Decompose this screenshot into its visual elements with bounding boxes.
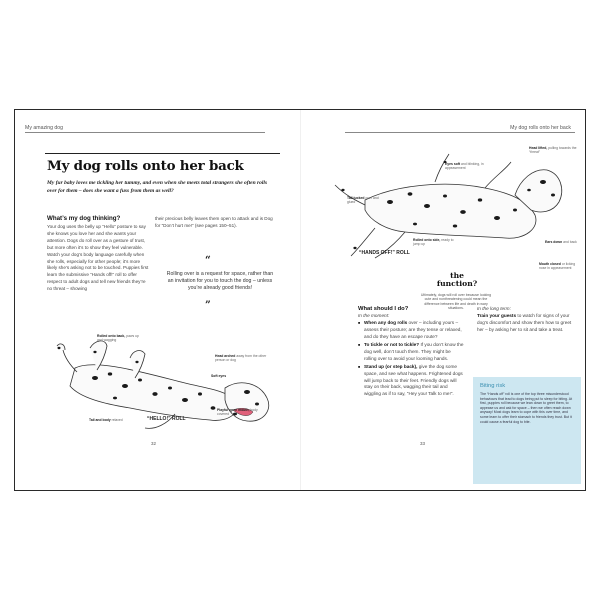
- left-column: [47, 215, 151, 293]
- folio-left: 32: [151, 441, 157, 446]
- hands-off-roll-label: “HANDS OFF!” ROLL: [359, 250, 410, 256]
- quote-open-mark: “: [205, 255, 211, 266]
- page-gutter: [300, 110, 301, 490]
- in-the-moment-column: [358, 306, 464, 399]
- long-term-column: [477, 306, 577, 334]
- in-the-moment-subheading: In the moment:: [358, 313, 390, 319]
- running-head-right: My dog rolls onto her back: [510, 125, 571, 131]
- annotation-rolled-side: Rolled onto side, ready to jump up: [413, 238, 454, 247]
- long-term-text: Train your guests to watch for signs of your dog’s discomfort and show them how to greet her – by asking her to sit and take a treat.: [477, 312, 572, 332]
- annotation-head-lifted: Head lifted, pulling towards the “threat”: [529, 146, 577, 155]
- biting-risk-title: Biting risk: [480, 383, 506, 389]
- biting-risk-text: The “Hands off” roll is one of the top three misunderstood behaviours that lead to dogs being put to sleep for biting. At first, puppies roll because we lean down to greet them, to appease us and ask for space – then we often reach down anyway! Most dogs learn to cope with this over time, and some learn to offer their stomach to friends they trust. But it could cause a fearful dog to bite.: [480, 392, 573, 424]
- annotation-eyes-soft: Eyes soft and blinking, in appeasement: [445, 162, 484, 171]
- middle-column: [155, 216, 275, 230]
- hello-roll-label: “HELLO!” ROLL: [147, 416, 186, 422]
- body-text-mid: their precious belly leaves them open to attack and is Dog for “Don’t hurt me!” (see pages 150–51).: [155, 216, 273, 228]
- annotation-playful-mouth: Playful open mouth, body covered: [217, 408, 258, 417]
- pull-quote: Rolling over is a request for space, rather than an invitation for you to touch the dog – unless you’re already good friends!: [166, 271, 274, 292]
- folio-right: 33: [420, 441, 426, 446]
- function-text: Ultimately, dogs will roll over because looking cute and nonthreatening could mean the difference between life and death in wary situations.: [420, 293, 492, 311]
- what-should-i-do-heading: What should I do?: [358, 306, 409, 312]
- list-item: ■ When any dog rolls over – including yours – assess their posture; are they tense or relaxed, and do they have an escape route?: [358, 320, 464, 341]
- annotation-mouth-closed: Mouth closed or licking nose in appeasement: [539, 262, 576, 271]
- list-item: ■ To tickle or not to tickle? If you don’t know the dog well, don’t touch them. They might be rolling over to avoid your looming hands.: [358, 342, 464, 363]
- thinking-heading: What’s my dog thinking?: [47, 215, 121, 222]
- biting-risk-box: [473, 377, 581, 484]
- body-text-left: Your dog uses the belly up “Hello” posture to say she knows you love her and she wants your attention. Dogs do roll over as a gesture of trust, but more often it’s to show they feel vulnerable. Watch your dog’s body language carefully when she rolls, especially for other people; it’s more likely she’s asking not to be touched. Puppies first learn the submissive “Hands off!” roll to offer respect to adult dogs and tell new friends they’re no threat – showing: [47, 224, 149, 292]
- annotation-ears-down: Ears down and back: [545, 240, 577, 244]
- annotation-tail-tucked: Tail tucked over and glued: [347, 196, 379, 205]
- list-item: ■ Stand up (or step back), give the dog some space, and see what happens. Frightened dogs will jump back to their feet. Friendly dogs will stay on their back, wagging their tail and wiggling as if to say, “Hey you! Talk to me!”.: [358, 364, 464, 399]
- running-head-left: My amazing dog: [25, 125, 64, 131]
- annotation-rolled: Rolled onto back, paws up and wagging: [97, 334, 139, 343]
- running-rule-left: [25, 132, 265, 133]
- function-title: the function?: [436, 271, 478, 289]
- annotation-head-arched: Head arched away from the other person or dog: [215, 354, 267, 363]
- advice-list: [358, 320, 464, 398]
- page-title: My dog rolls onto her back: [47, 158, 244, 174]
- long-term-subheading: In the long term:: [477, 306, 511, 311]
- annotation-tail-body: Tail and body relaxed: [89, 418, 123, 422]
- intro-text: My fur baby loves me tickling her tummy, and even when she meets total strangers she often rolls over for them – does she want a fuss from them as well?: [47, 180, 268, 194]
- book-spread: [14, 109, 586, 491]
- running-rule-right: [345, 132, 575, 133]
- title-rule: [45, 153, 280, 154]
- annotation-soft-eyes: Soft eyes: [211, 374, 227, 378]
- quote-close-mark: ”: [205, 300, 211, 311]
